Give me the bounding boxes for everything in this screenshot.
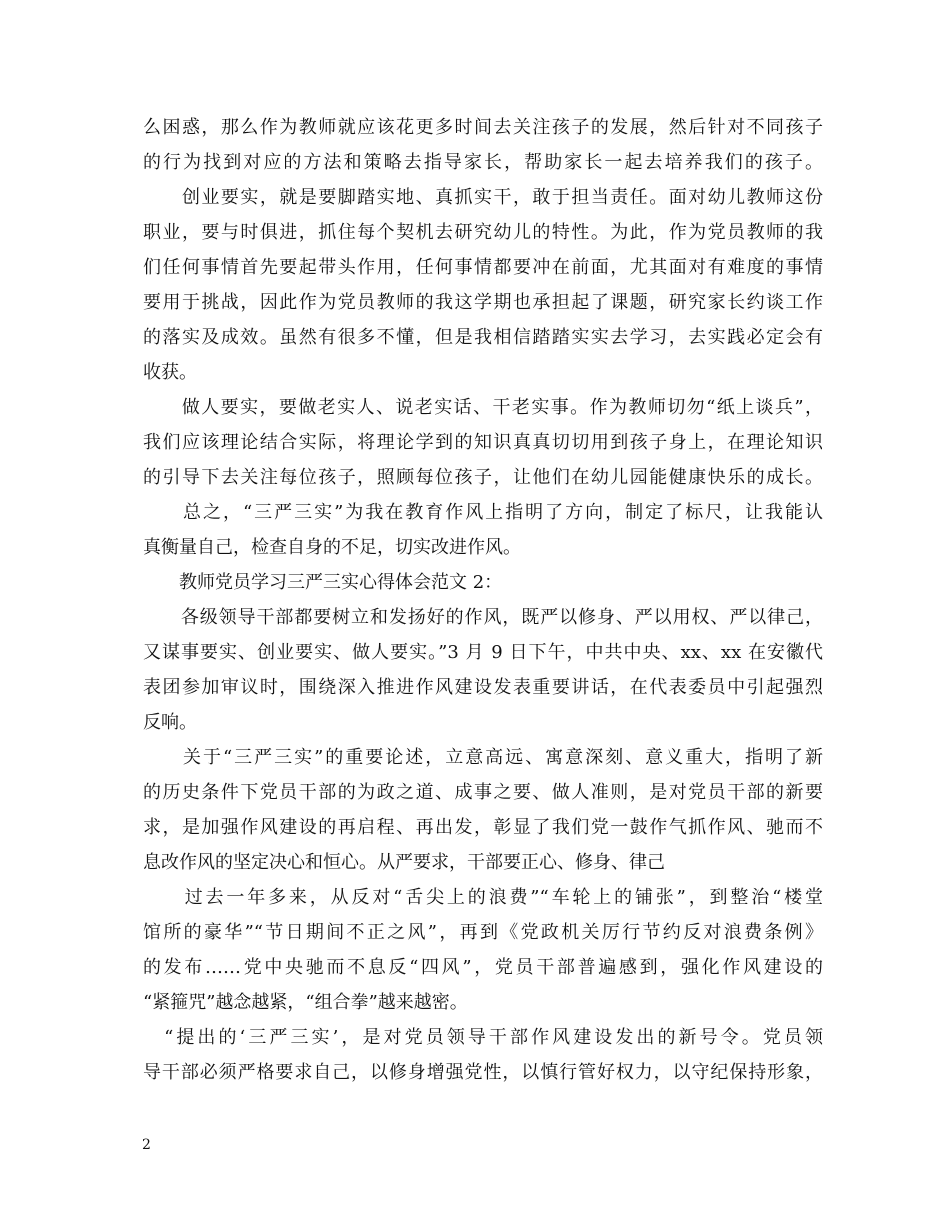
text-line: “提出的‘三严三实’，是对党员领导干部作风建设发出的新号令。党员领 [143,1027,823,1048]
text-line: 的历史条件下党员干部的为政之道、成事之要、做人准则，是对党员干部的新要 [143,782,823,803]
text-line: 的发布……党中央驰而不息反“四风”，党员干部普遍感到，强化作风建设的 [143,957,823,978]
text-line: 过去一年多来，从反对“舌尖上的浪费”“车轮上的铺张”，到整治“楼堂 [143,887,823,908]
text-line: 我们应该理论结合实际，将理论学到的知识真真切切用到孩子身上，在理论知识 [143,432,823,453]
page-number: 2 [142,1137,151,1153]
text-line: 又谋事要实、创业要实、做人要实。”3 月 9 日下午，中共中央、xx、xx 在安徽代 [143,642,823,663]
text-line: 要用于挑战，因此作为党员教师的我这学期也承担起了课题，研究家长约谈工作 [143,292,823,313]
text-line: 各级领导干部都要树立和发扬好的作风，既严以修身、严以用权、严以律己， [143,607,823,628]
text-line: 反响。 [143,712,197,733]
text-line: 馆所的豪华”“节日期间不正之风”，再到《党政机关厉行节约反对浪费条例》 [143,922,823,943]
text-line: 导干部必须严格要求自己，以修身增强党性，以慎行管好权力，以守纪保持形象， [143,1062,823,1083]
text-line: 的落实及成效。虽然有很多不懂，但是我相信踏踏实实去学习，去实践必定会有 [143,327,823,348]
text-line: 求，是加强作风建设的再启程、再出发，彰显了我们党一鼓作气抓作风、驰而不 [143,817,823,838]
text-line: “紧箍咒”越念越紧，“组合拳”越来越密。 [143,992,468,1013]
text-line: 职业，要与时俱进，抓住每个契机去研究幼儿的特性。为此，作为党员教师的我 [143,222,823,243]
text-line: 么困惑，那么作为教师就应该花更多时间去关注孩子的发展，然后针对不同孩子 [143,117,823,138]
text-line: 们任何事情首先要起带头作用，任何事情都要冲在前面，尤其面对有难度的事情 [143,257,823,278]
text-line: 的行为找到对应的方法和策略去指导家长，帮助家长一起去培养我们的孩子。 [143,152,823,173]
text-line: 做人要实，要做老实人、说老实话、干老实事。作为教师切勿“纸上谈兵”， [143,397,823,418]
text-line: 的引导下去关注每位孩子，照顾每位孩子，让他们在幼儿园能健康快乐的成长。 [143,467,823,488]
section-heading: 教师党员学习三严三实心得体会范文 2： [143,572,503,593]
text-line: 息改作风的坚定决心和恒心。从严要求，干部要正心、修身、律己 [143,852,665,873]
text-line: 表团参加审议时，围绕深入推进作风建设发表重要讲话，在代表委员中引起强烈 [143,677,823,698]
text-line: 关于“三严三实”的重要论述，立意高远、寓意深刻、意义重大，指明了新 [143,747,823,768]
text-line: 收获。 [143,362,197,383]
text-line: 真衡量自己，检查自身的不足，切实改进作风。 [143,537,521,558]
text-line: 创业要实，就是要脚踏实地、真抓实干，敢于担当责任。面对幼儿教师这份 [143,187,823,208]
text-line: 总之，“三严三实”为我在教育作风上指明了方向，制定了标尺，让我能认 [143,502,823,523]
